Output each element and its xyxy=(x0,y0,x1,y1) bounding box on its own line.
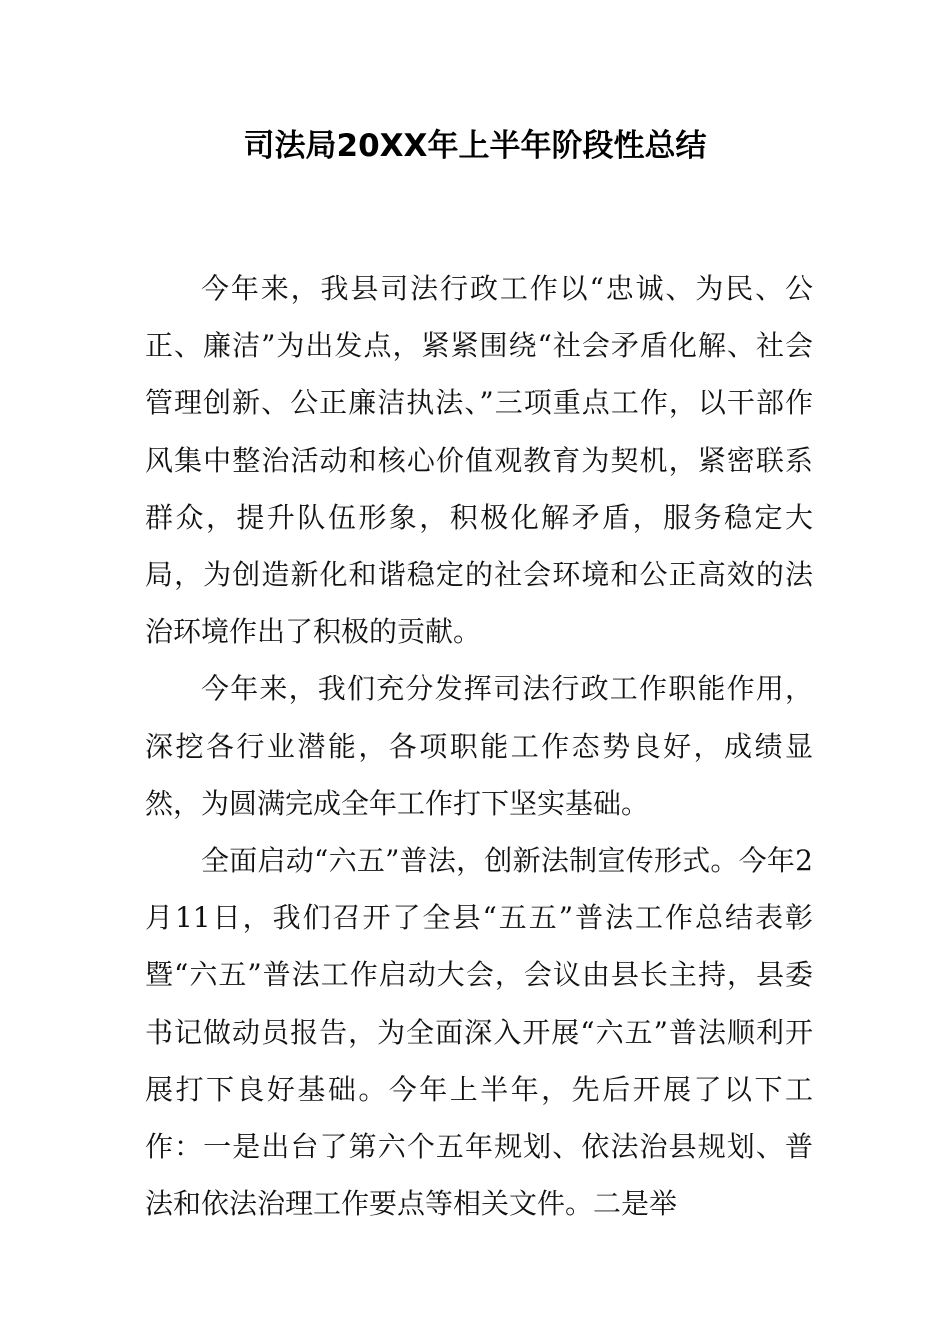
paragraph: 全面启动“六五”普法，创新法制宣传形式。今年2月11日，我们召开了全县“五五”普法工作总结表彰暨“六五”普法工作启动大会，会议由县长主持，县委书记做动员报告，为全面深入开展“六五”普法顺利开展打下良好基础。今年上半年，先后开展了以下工作：一是出台了第六个五年规划、依法治县规划、普法和依法治理工作要点等相关文件。二是举 xyxy=(145,844,813,1221)
document-body xyxy=(145,260,813,1232)
paragraph: 今年来，我们充分发挥司法行政工作职能作用，深挖各行业潜能，各项职能工作态势良好，成绩显然，为圆满完成全年工作打下坚实基础。 xyxy=(145,672,813,820)
document-title: 司法局20XX年上半年阶段性总结 xyxy=(243,128,707,164)
paragraph: 今年来，我县司法行政工作以“忠诚、为民、公正、廉洁”为出发点，紧紧围绕“社会矛盾化解、社会管理创新、公正廉洁执法、”三项重点工作，以干部作风集中整治活动和核心价值观教育为契机，紧密联系群众，提升队伍形象，积极化解矛盾，服务稳定大局，为创造新化和谐稳定的社会环境和公正高效的法治环境作出了积极的贡献。 xyxy=(145,272,813,649)
